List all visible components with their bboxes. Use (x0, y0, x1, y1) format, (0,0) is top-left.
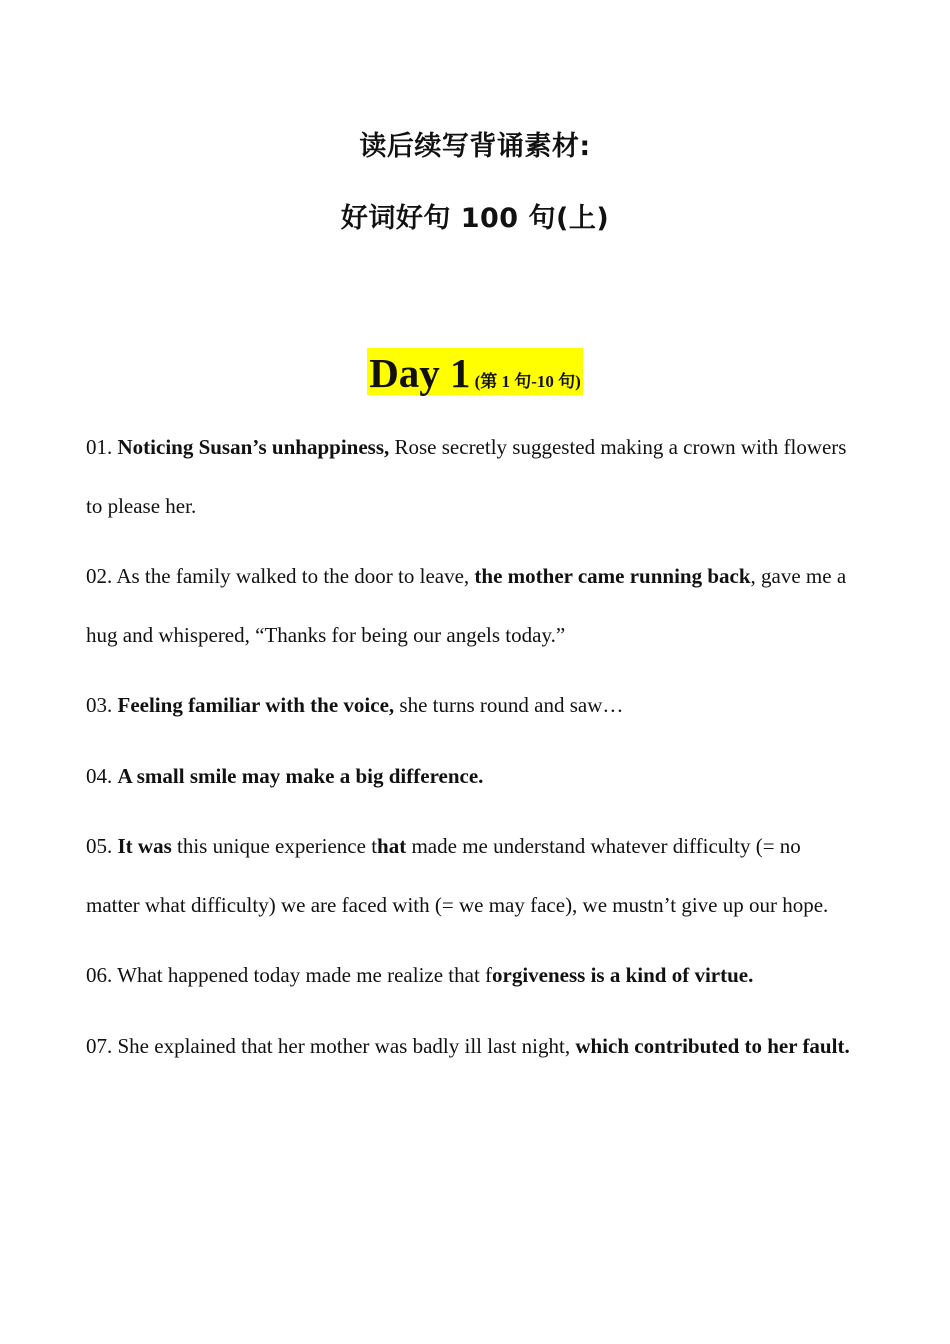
sentence-text: , gave me a hug and whispered, “Thanks for being our angels today.” (86, 564, 847, 647)
day-heading-main: Day 1 (369, 350, 471, 396)
sentence-text: What happened today made me realize that f (112, 963, 493, 987)
sentence-list (86, 418, 856, 1087)
sentence-bold-phrase: Noticing Susan’s unhappiness, (117, 435, 390, 459)
sentence-text: she turns round and saw… (394, 693, 624, 717)
sentence-text: As the family walked to the door to leave, (112, 564, 475, 588)
sentence-item (86, 418, 856, 535)
sentence-bold-phrase: It was (117, 834, 172, 858)
sentence-number: 04. (86, 763, 113, 788)
sentence-number: 06. (86, 963, 113, 987)
sentence-text: made me understand whatever difficulty (= no matter what difficulty) we are faced with (= we may face), we mustn’t give up our hope. (86, 834, 829, 917)
sentence-text: Rose secretly suggested making a crown with flowers to please her. (86, 435, 847, 518)
day-heading-highlight (367, 348, 583, 395)
sentence-text: She explained that her mother was badly ill last night, (112, 1033, 576, 1058)
sentence-bold-phrase: hat (377, 834, 407, 858)
sentence-item (86, 1017, 856, 1076)
sentence-bold-phrase: the mother came running back (474, 564, 751, 588)
sentence-item (86, 547, 856, 664)
sentence-bold-phrase: orgiveness is a kind of virtue. (492, 963, 754, 987)
sentence-text: this unique experience t (171, 834, 378, 858)
sentence-number: 05. (86, 834, 113, 858)
sentence-item (86, 817, 856, 934)
document-title-line-2: 好词好句 100 句(上) (340, 203, 610, 234)
sentence-bold-phrase: Feeling familiar with the voice, (117, 693, 395, 717)
sentence-number: 02. (86, 564, 113, 588)
sentence-item (86, 747, 856, 806)
sentence-bold-phrase: which contributed to her fault. (575, 1033, 850, 1058)
day-heading-range: (第 1 句-10 句) (474, 372, 581, 391)
sentence-number: 03. (86, 693, 113, 717)
sentence-item (86, 946, 856, 1005)
sentence-number: 07. (86, 1033, 113, 1058)
document-title-line-1: 读后续写背诵素材: (359, 131, 591, 162)
day-heading (0, 348, 950, 408)
sentence-item (86, 676, 856, 735)
sentence-bold-phrase: A small smile may make a big difference. (117, 763, 484, 788)
sentence-number: 01. (86, 435, 113, 459)
